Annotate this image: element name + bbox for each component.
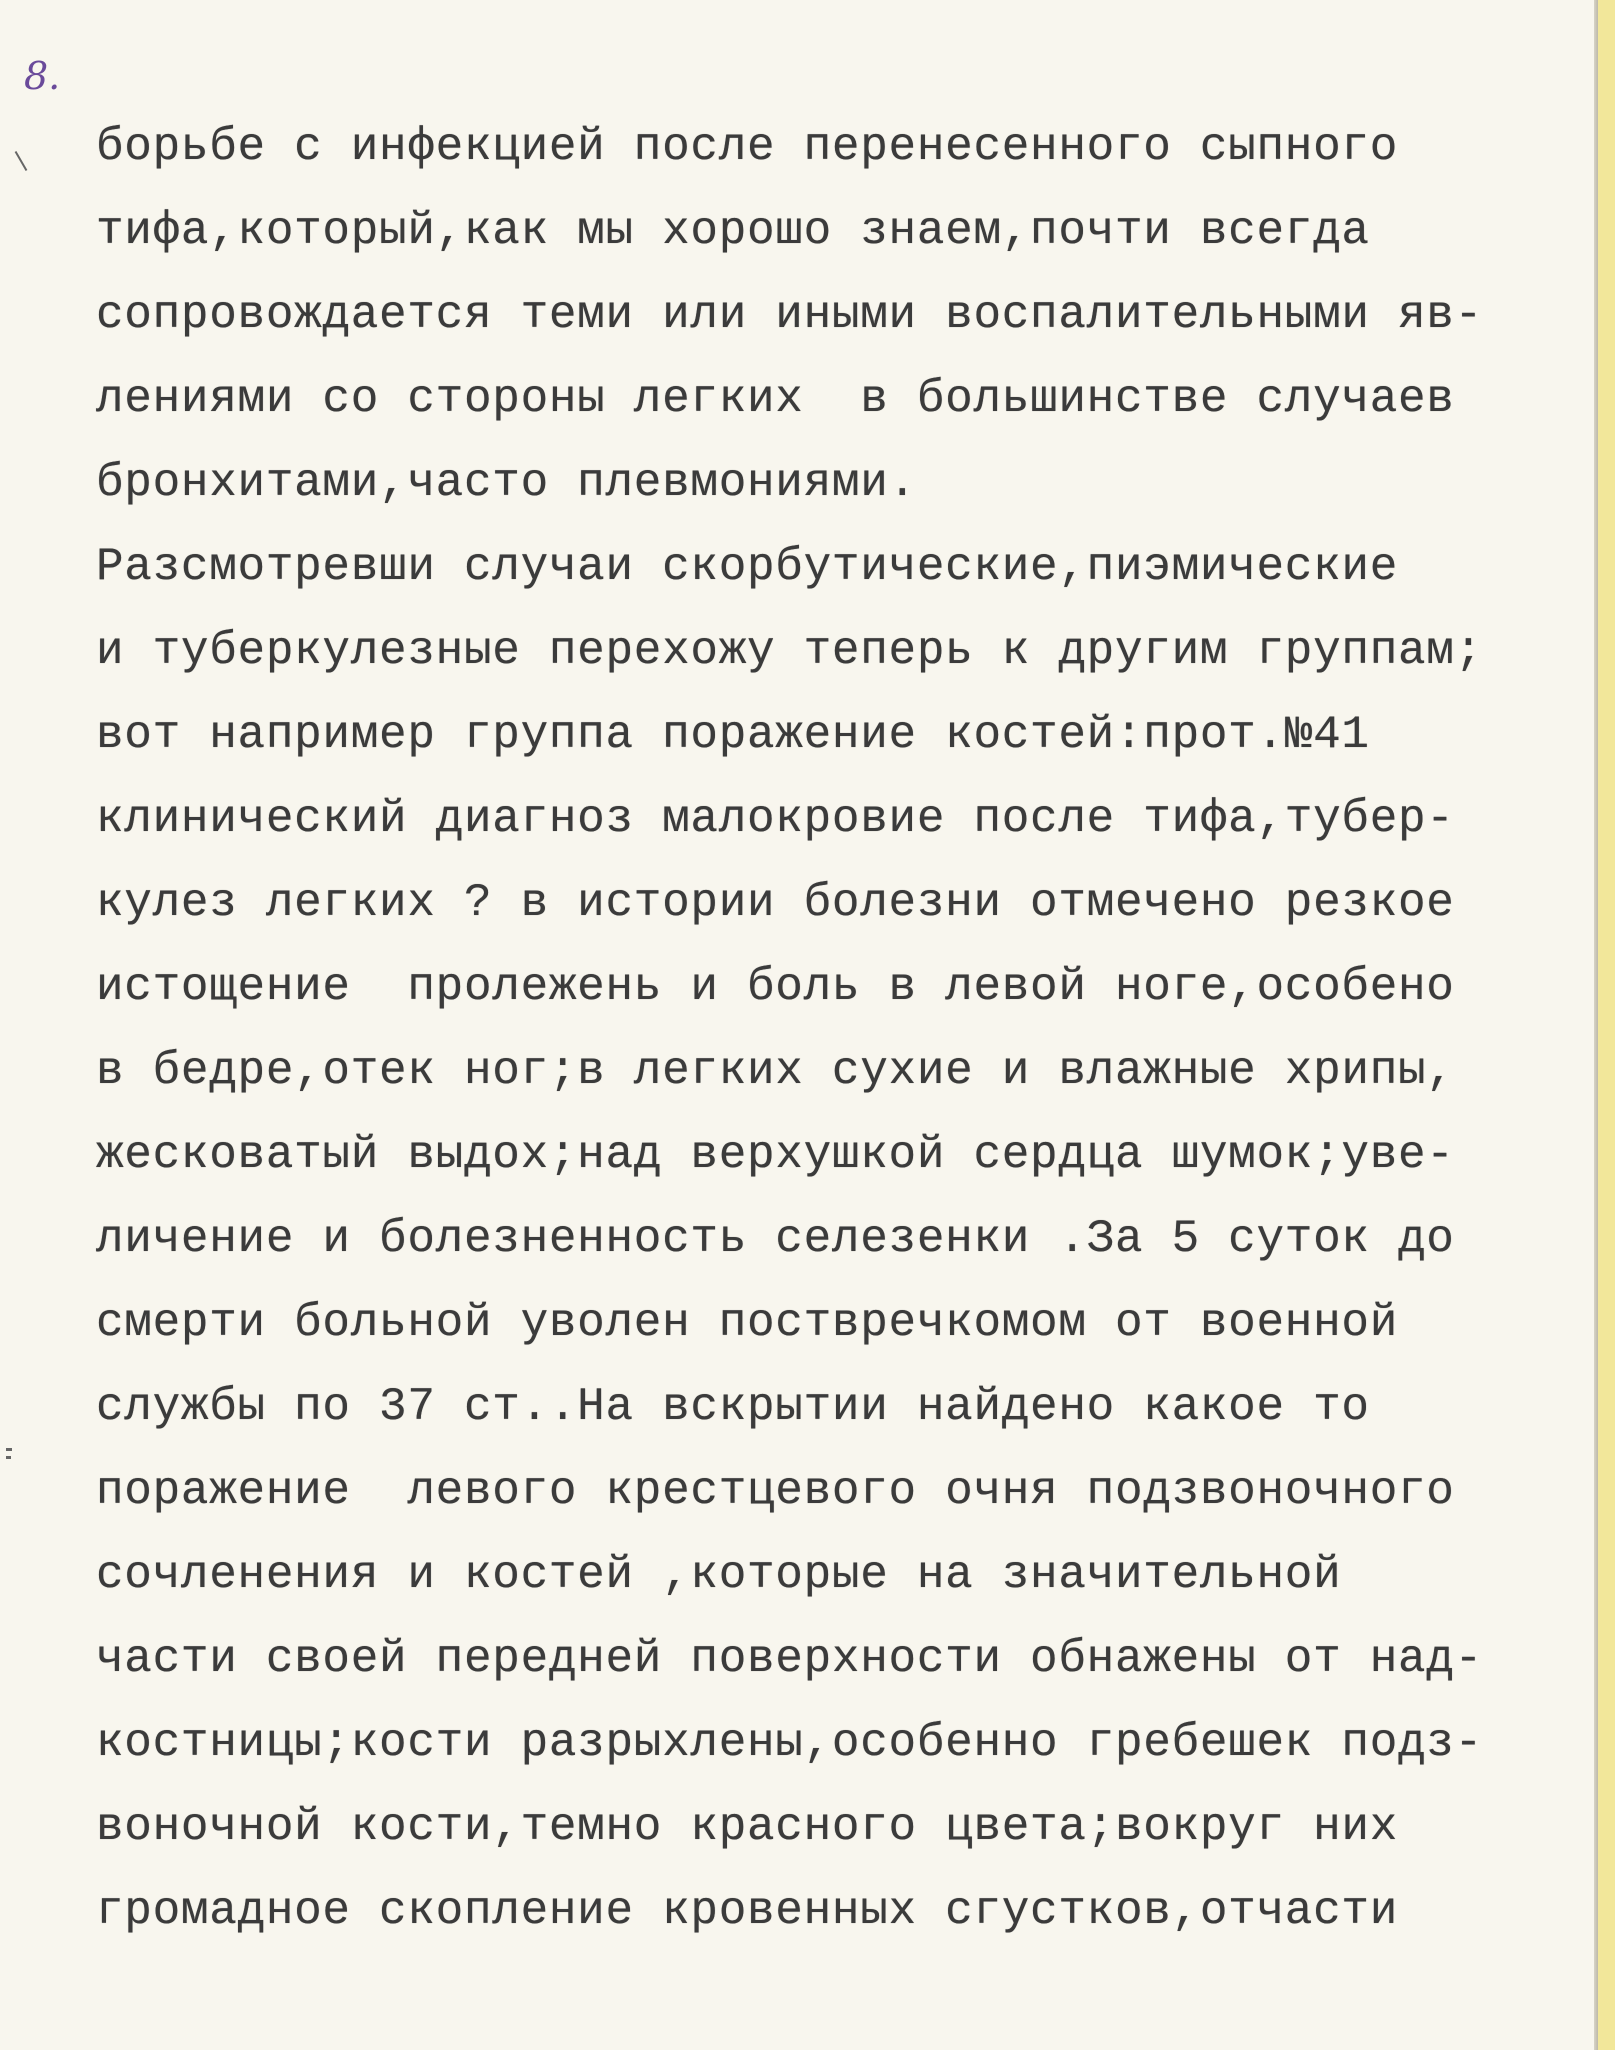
typewritten-text <box>96 105 1596 1953</box>
text-line: громадное скопление кровенных сгустков,отчасти <box>96 1885 1399 1937</box>
text-line: сочленения и костей ,которые на значительной <box>96 1549 1342 1601</box>
text-line: жесковатый выдох;над верхушкой сердца шумок;уве- <box>96 1129 1455 1181</box>
text-line: поражение левого крестцевого очня подзвоночного <box>96 1465 1455 1517</box>
text-line: костницы;кости разрыхлены,особенно гребешек подз- <box>96 1717 1483 1769</box>
text-line: личение и болезненность селезенки .За 5 суток до <box>96 1213 1455 1265</box>
margin-mark <box>6 1448 12 1451</box>
margin-mark <box>15 151 28 171</box>
text-line: воночной кости,темно красного цвета;вокруг них <box>96 1801 1399 1853</box>
text-line: в бедре,отек ног;в легких сухие и влажные хрипы, <box>96 1045 1455 1097</box>
margin-mark <box>6 1456 11 1459</box>
text-line: Разсмотревши случаи скорбутические,пиэмические <box>96 541 1399 593</box>
text-line: вот например группа поражение костей:прот.№41 <box>96 709 1370 761</box>
text-line: тифа,который,как мы хорошо знаем,почти всегда <box>96 205 1370 257</box>
text-line: клинический диагноз малокровие после тифа,тубер- <box>96 793 1455 845</box>
text-line: смерти больной уволен поствречкомом от военной <box>96 1297 1399 1349</box>
text-line: бронхитами,часто плевмониями. <box>96 457 917 509</box>
text-line: кулез легких ? в истории болезни отмечено резкое <box>96 877 1455 929</box>
text-line: борьбе с инфекцией после перенесенного сыпного <box>96 121 1399 173</box>
text-line: и туберкулезные перехожу теперь к другим группам; <box>96 625 1483 677</box>
paper-edge-strip <box>1598 0 1615 2050</box>
text-line: части своей передней поверхности обнажены от над- <box>96 1633 1483 1685</box>
text-line: службы по 37 ст..На вскрытии найдено какое то <box>96 1381 1370 1433</box>
text-line: сопровождается теми или иными воспалительными яв- <box>96 289 1483 341</box>
text-line: лениями со стороны легких в большинстве случаев <box>96 373 1455 425</box>
page-number: 8. <box>24 54 61 98</box>
text-line: истощение пролежень и боль в левой ноге,особено <box>96 961 1455 1013</box>
